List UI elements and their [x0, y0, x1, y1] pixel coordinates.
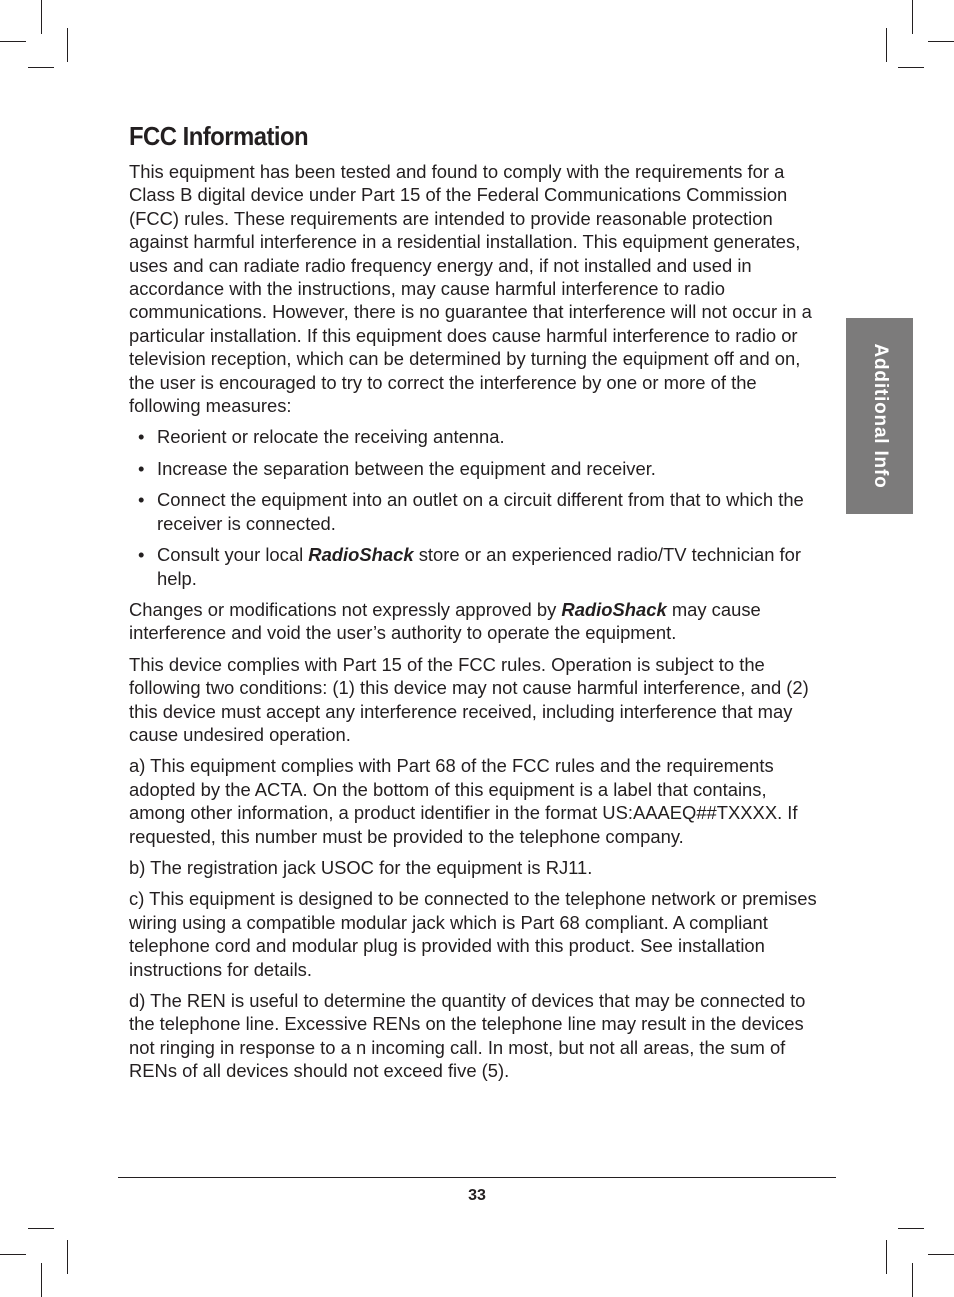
crop-mark: [67, 1240, 68, 1274]
paragraph-c: c) This equipment is designed to be connected to the telephone network or premises wiring using a compatible modular jack which is Part 68 compliant. A compliant telephone cord and modular plug is provided with this product. See installation instructions for details.: [129, 888, 817, 980]
page-content: [129, 120, 819, 1091]
part15-paragraph: This device complies with Part 15 of the FCC rules. Operation is subject to the following two conditions: (1) this device may not cause harmful interference, and (2) this device must accept any interference received, including interference that may cause undesired operation.: [129, 653, 809, 745]
list-item-text: Increase the separation between the equipment and receiver.: [157, 457, 656, 479]
bullet-icon: •: [138, 457, 145, 479]
crop-mark: [67, 28, 68, 62]
bullet-icon: •: [138, 489, 145, 511]
crop-mark: [28, 1228, 54, 1229]
paragraph-b: b) The registration jack USOC for the equipment is RJ11.: [129, 856, 593, 878]
page-title: FCC Information: [129, 121, 309, 151]
page-number: 33: [468, 1187, 486, 1204]
list-item: [129, 488, 819, 535]
list-item: [129, 457, 819, 480]
crop-mark: [898, 67, 924, 68]
measures-list: [129, 425, 819, 589]
list-item-text: Connect the equipment into an outlet on a circuit different from that to which the receiver is connected.: [157, 489, 804, 534]
crop-mark: [0, 41, 26, 42]
list-item-text: Reorient or relocate the receiving antenna.: [157, 426, 505, 448]
changes-text: may cause interference and void the user’s authority to operate the equipment.: [129, 598, 761, 644]
changes-paragraph: [129, 598, 819, 645]
section-tab-label: Additional Info: [869, 343, 891, 489]
brand-name: RadioShack: [561, 598, 667, 620]
crop-mark: [912, 0, 913, 34]
crop-mark: [0, 1254, 26, 1255]
crop-mark: [28, 67, 54, 68]
crop-mark: [41, 1263, 42, 1297]
crop-mark: [898, 1228, 924, 1229]
footer-divider: [118, 1177, 836, 1178]
brand-name: RadioShack: [308, 544, 414, 566]
list-item-text: Consult your local: [157, 544, 309, 566]
crop-mark: [886, 28, 887, 62]
bullet-icon: •: [138, 544, 145, 566]
crop-mark: [928, 41, 954, 42]
list-item: [129, 425, 819, 448]
paragraph-a: a) This equipment complies with Part 68 of the FCC rules and the requirements adopted by the ACTA. On the bottom of this equipment is a label that contains, among other information, a product identifier in the format US:AAAEQ##TXXXX. If requested, this number must be provided to the telephone company.: [129, 755, 798, 847]
intro-paragraph: This equipment has been tested and found to comply with the requirements for a Class B digital device under Part 15 of the Federal Communications Commission (FCC) rules. These requirements are intended to provide reasonable protection against harmful interference in a residential installation. This equipment generates, uses and can radiate radio frequency energy and, if not installed and used in accordance with the instructions, may cause harmful interference to radio communications. However, there is no guarantee that interference will not occur in a particular installation. If this equipment does cause harmful interference to radio or television reception, which can be determined by turning the equipment off and on, the user is encouraged to try to correct the interference by one or more of the following measures:: [129, 161, 812, 417]
crop-mark: [912, 1263, 913, 1297]
list-item-text: store or an experienced radio/TV technician for help.: [157, 544, 802, 589]
crop-mark: [928, 1254, 954, 1255]
bullet-icon: •: [138, 426, 145, 448]
crop-mark: [886, 1240, 887, 1274]
crop-mark: [41, 0, 42, 34]
section-tab: [846, 318, 913, 514]
paragraph-d: d) The REN is useful to determine the quantity of devices that may be connected to the telephone line. Excessive RENs on the telephone line may result in the devices not ringing in response to a n incoming call. In most, but not all areas, the sum of RENs of all devices should not exceed five (5).: [129, 990, 806, 1082]
list-item: [129, 543, 819, 590]
changes-text: Changes or modifications not expressly approved by: [129, 598, 562, 620]
